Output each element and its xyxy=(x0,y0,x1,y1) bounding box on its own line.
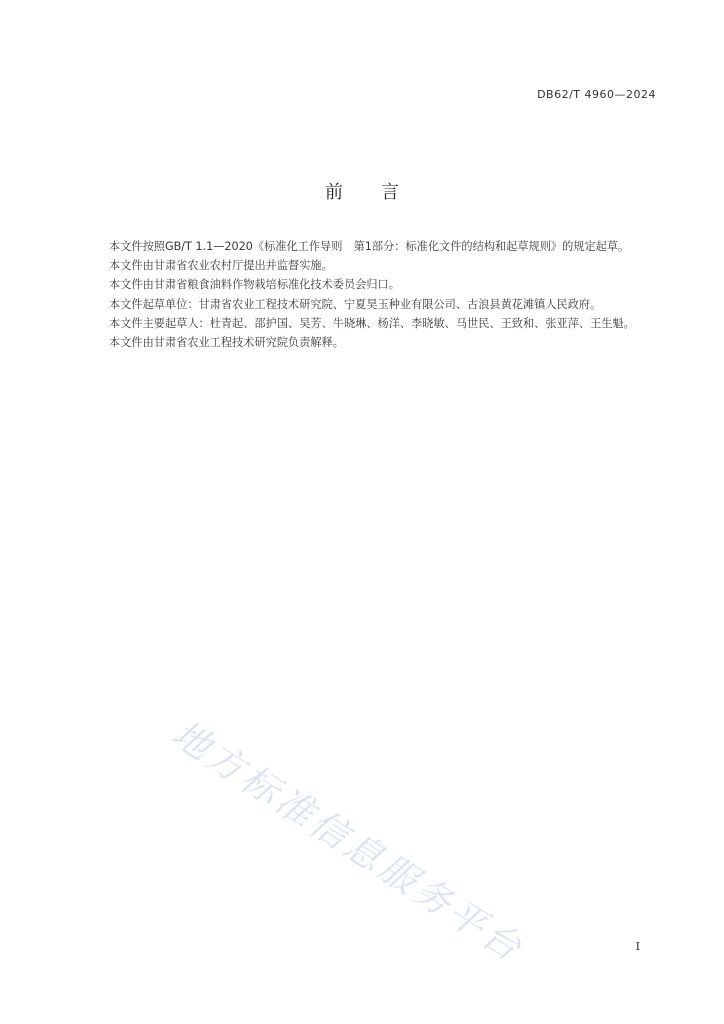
paragraph-drafting-units: 本文件起草单位：甘肃省农业工程技术研究院、宁夏昊玉种业有限公司、古浪县黄花滩镇人民政府。 xyxy=(109,297,602,311)
document-code: DB62/T 4960—2024 xyxy=(537,88,656,101)
foreword-body xyxy=(87,237,659,352)
paragraph-centralized-by: 本文件由甘肃省粮食油料作物栽培标准化技术委员会归口。 xyxy=(109,278,400,292)
section-title: 前言 xyxy=(325,182,437,203)
paragraph-proposer: 本文件由甘肃省农业农村厅提出并监督实施。 xyxy=(109,259,333,273)
platform-watermark: 地方标准信息服务平台 xyxy=(164,711,532,972)
paragraph-interpretation: 本文件由甘肃省农业工程技术研究院负责解释。 xyxy=(109,336,344,350)
paragraph-drafting-rules: 本文件按照GB/T 1.1—2020《标准化工作导则 第1部分：标准化文件的结构和起草规则》的规定起草。 xyxy=(109,240,630,253)
paragraph-drafters: 本文件主要起草人：杜青起、邵护国、吴芳、牛晓琳、杨洋、李晓敏、马世民、王致和、张亚萍、王生魁。 xyxy=(109,316,635,330)
page-number: I xyxy=(635,940,640,953)
